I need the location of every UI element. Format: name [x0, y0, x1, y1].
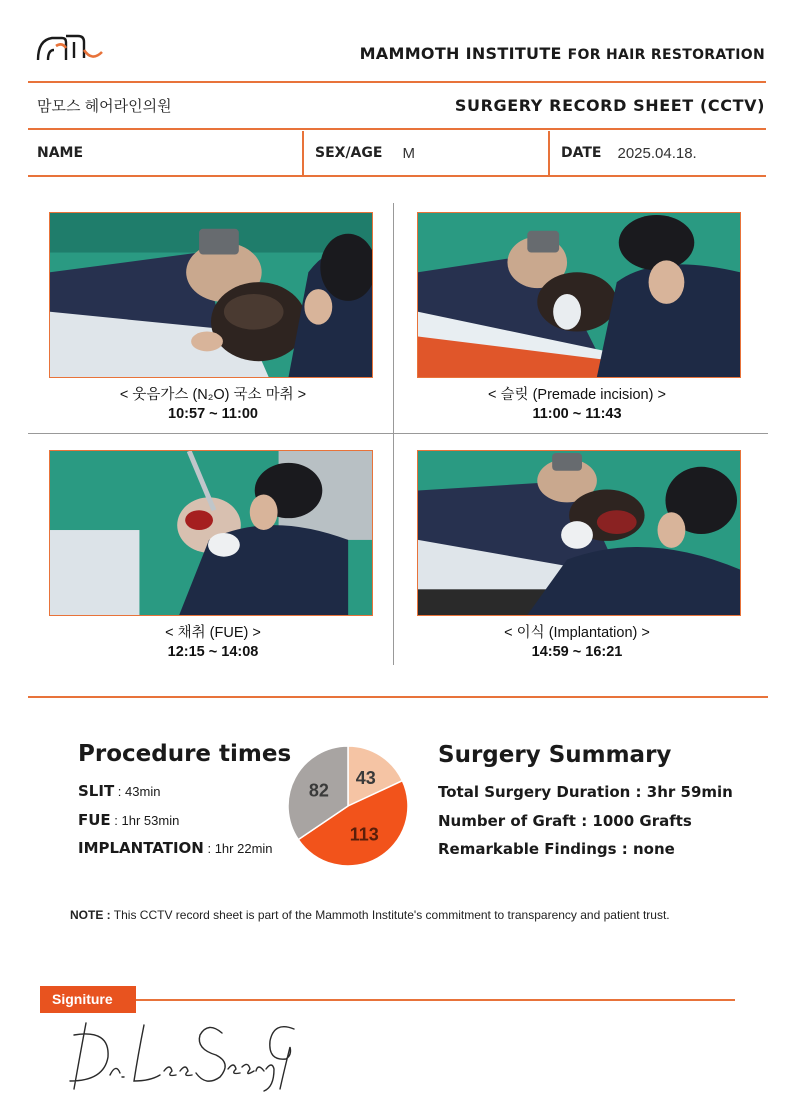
sex-age-field [315, 131, 545, 175]
date-field [561, 131, 761, 175]
header-divider [28, 81, 766, 83]
name-field [37, 131, 301, 175]
note-label: NOTE : [70, 908, 111, 922]
pie-label-fue: 113 [349, 824, 379, 845]
name-label: NAME [37, 145, 84, 161]
field-top-divider [28, 128, 766, 130]
note [70, 908, 670, 922]
photo-time: 12:15 ~ 14:08 [167, 644, 259, 660]
cctv-photo-slit [417, 212, 741, 378]
pie-label-slit: 43 [355, 768, 376, 789]
brand-main: MAMMOTH INSTITUTE [359, 44, 562, 63]
cctv-photo-fue [49, 450, 373, 616]
grid-divider-vertical [393, 203, 394, 665]
photo-caption-slit [397, 386, 757, 424]
procedure-times-title: Procedure times [78, 741, 292, 767]
cctv-photo-grid [28, 203, 768, 665]
signature-line [136, 999, 735, 1001]
photo-caption-implantation [397, 624, 757, 662]
summary-findings: Remarkable Findings : none [438, 840, 675, 858]
signature-image [60, 1015, 300, 1095]
procedure-label: IMPLANTATION [78, 839, 204, 857]
brand-sub: FOR HAIR RESTORATION [567, 47, 765, 63]
photo-title: < 웃음가스 (N₂O) 국소 마취 > [119, 387, 307, 403]
procedure-row-implantation [78, 839, 273, 857]
photo-caption-fue [33, 624, 393, 662]
brand-name [360, 44, 765, 63]
section-divider [28, 696, 768, 698]
procedure-value: 1hr 53min [121, 813, 180, 828]
photo-title: < 슬릿 (Premade incision) > [488, 387, 666, 403]
patient-fields [28, 131, 766, 175]
sex-age-label: SEX/AGE [315, 145, 383, 161]
field-bottom-divider [28, 175, 766, 177]
mammoth-logo-icon [36, 28, 108, 64]
grid-divider-horizontal [28, 433, 768, 434]
clinic-name: 맘모스 헤어라인의원 [37, 98, 172, 115]
procedure-row-slit [78, 782, 160, 800]
procedure-sep: : [114, 784, 126, 799]
photo-caption-anesthesia [33, 386, 393, 424]
sheet-title: SURGERY RECORD SHEET (CCTV) [454, 96, 765, 115]
procedure-label: SLIT [78, 782, 115, 800]
procedure-row-fue [78, 811, 179, 829]
procedure-sep: : [203, 841, 215, 856]
sex-age-value: M [402, 144, 415, 162]
field-divider [548, 131, 550, 175]
note-text: This CCTV record sheet is part of the Mammoth Institute's commitment to transparency and patient trust. [110, 908, 670, 922]
procedure-value: 43min [125, 784, 161, 799]
date-label: DATE [561, 145, 602, 161]
photo-time: 14:59 ~ 16:21 [531, 644, 623, 660]
procedure-value: 1hr 22min [214, 841, 273, 856]
field-divider [302, 131, 304, 175]
signature-label: Signiture [40, 986, 136, 1013]
summary-graft-count: Number of Graft : 1000 Grafts [438, 812, 692, 830]
photo-time: 11:00 ~ 11:43 [532, 406, 622, 422]
procedure-label: FUE [78, 811, 111, 829]
photo-title: < 이식 (Implantation) > [504, 625, 650, 641]
pie-label-implantation: 82 [308, 780, 329, 801]
photo-time: 10:57 ~ 11:00 [168, 406, 258, 422]
procedure-sep: : [110, 813, 122, 828]
surgery-summary-title: Surgery Summary [438, 742, 672, 768]
photo-title: < 채취 (FUE) > [165, 625, 261, 641]
cctv-photo-implantation [417, 450, 741, 616]
procedure-pie-chart [286, 744, 410, 868]
summary-total-duration: Total Surgery Duration : 3hr 59min [438, 783, 733, 801]
date-value: 2025.04.18. [617, 144, 697, 162]
cctv-photo-anesthesia [49, 212, 373, 378]
